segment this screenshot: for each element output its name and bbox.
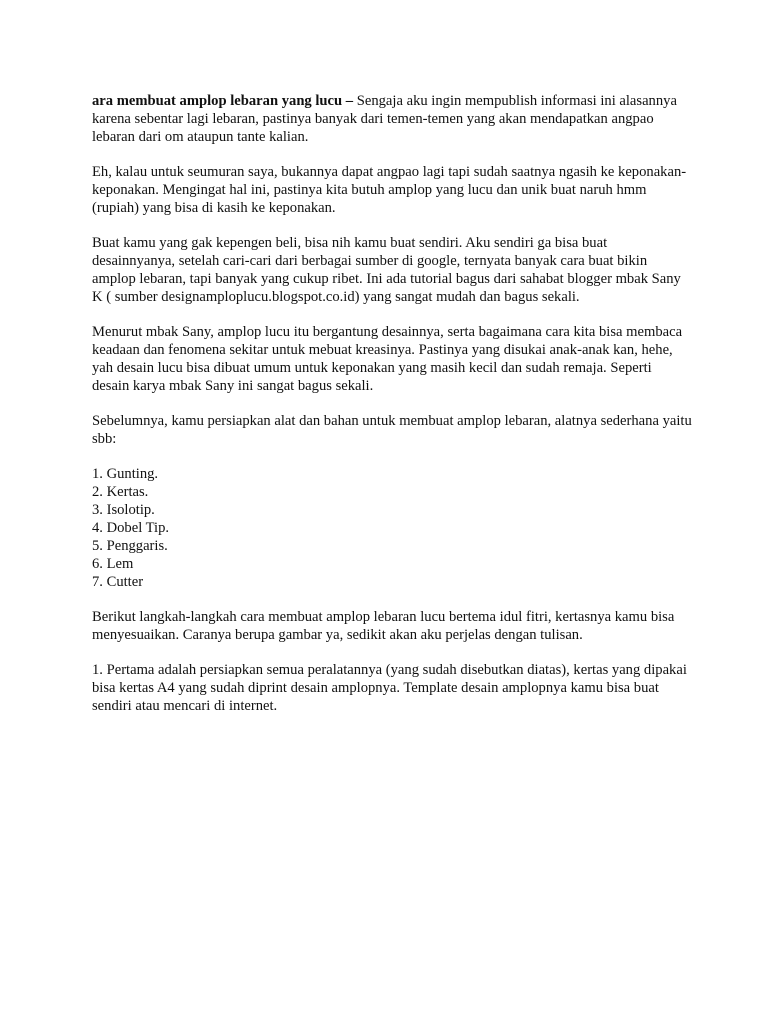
article-title-lead: ara membuat amplop lebaran yang lucu – [92, 93, 354, 109]
list-item: 4. Dobel Tip. [92, 520, 170, 536]
paragraph-langkah: Berikut langkah-langkah cara membuat amplop lebaran lucu bertema idul fitri, kertasnya kamu bisa menyesuaikan. Caranya berupa gambar ya, sedikit akan aku perjelas dengan tulisan. [92, 609, 675, 643]
document-page [92, 92, 692, 732]
list-item: 5. Penggaris. [92, 538, 168, 554]
list-item: 7. Cutter [92, 574, 144, 590]
list-item: 3. Isolotip. [92, 502, 155, 518]
list-item: 6. Lem [92, 556, 134, 572]
paragraph-alat-bahan: Sebelumnya, kamu persiapkan alat dan bahan untuk membuat amplop lebaran, alatnya sederhana yaitu sbb: [92, 413, 692, 447]
tools-list [92, 465, 692, 591]
paragraph-keponakan: Eh, kalau untuk seumuran saya, bukannya dapat angpao lagi tapi sudah saatnya ngasih ke keponakan-keponakan. Mengingat hal ini, pastinya kita butuh amplop yang lucu dan unik buat naruh hmm (rupiah) yang bisa di kasih ke keponakan. [92, 164, 687, 216]
paragraph-menurut-sany: Menurut mbak Sany, amplop lucu itu bergantung desainnya, serta bagaimana cara kita bisa membaca keadaan dan fenomena sekitar untuk mebuat kreasinya. Pastinya yang disukai anak-anak kan, hehe, yah desain lucu bisa dibuat umum untuk keponakan yang masih kecil dan sudah remaja. Seperti desain karya mbak Sany ini sangat bagus sekali. [92, 324, 683, 394]
intro-text: Sengaja aku ingin mempublish informasi ini alasannya karena sebentar lagi lebaran, pastinya banyak dari temen-temen yang akan mendapatkan angpao lebaran dari om ataupun tante kalian. [92, 93, 677, 145]
list-item: 1. Gunting. [92, 466, 159, 482]
list-item: 2. Kertas. [92, 484, 149, 500]
paragraph-step-one: 1. Pertama adalah persiapkan semua peralatannya (yang sudah disebutkan diatas), kertas yang dipakai bisa kertas A4 yang sudah diprint desain amplopnya. Template desain amplopnya kamu bisa buat sendiri atau mencari di internet. [92, 662, 687, 714]
intro-paragraph [92, 92, 692, 146]
paragraph-buat-sendiri: Buat kamu yang gak kepengen beli, bisa nih kamu buat sendiri. Aku sendiri ga bisa buat desainnyanya, setelah cari-cari dari berbagai sumber di google, ternyata banyak cara buat bikin amplop lebaran, tapi banyak yang cukup ribet. Ini ada tutorial bagus dari sahabat blogger mbak Sany K ( sumber designamploplucu.blogspot.co.id) yang sangat mudah dan bagus sekali. [92, 235, 681, 305]
